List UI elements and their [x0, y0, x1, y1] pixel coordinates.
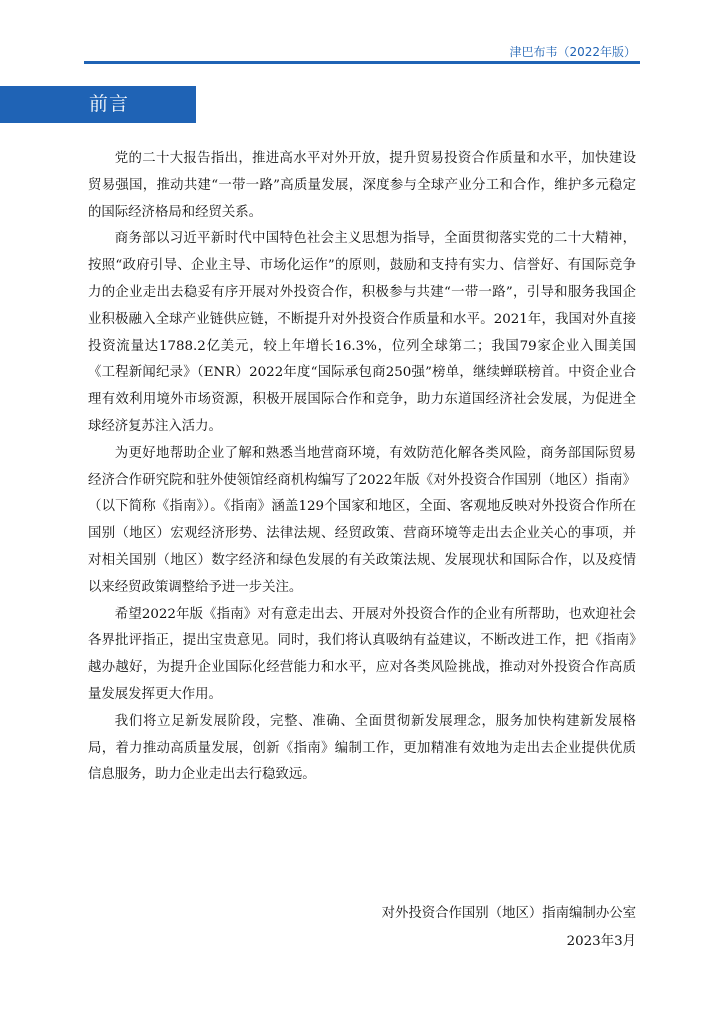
signature-office: 对外投资合作国别（地区）指南编制办公室 [381, 906, 636, 921]
running-header-title: 津巴布韦（2022年版） [509, 45, 636, 59]
section-title: 前言 [89, 93, 130, 115]
paragraph-3: 为更好地帮助企业了解和熟悉当地营商环境，有效防范化解各类风险，商务部国际贸易经济合作研究院和驻外使领馆经商机构编写了2022年版《对外投资合作国别（地区）指南》（以下简称《指南》）。《指南》涵盖129个国家和地区，全面、客观地反映对外投资合作所在国别（地区）宏观经济形势、法律法规、经贸政策、营商环境等走出去企业关心的事项，并对相关国别（地区）数字经济和绿色发展的有关政策法规、发展现状和国际合作，以及疫情以来经贸政策调整给予进一步关注。 [88, 445, 636, 595]
paragraph-2: 商务部以习近平新时代中国特色社会主义思想为指导，全面贯彻落实党的二十大精神，按照“政府引导、企业主导、市场化运作”的原则，鼓励和支持有实力、信誉好、有国际竞争力的企业走出去稳妥有序开展对外投资合作，积极参与共建“一带一路”，引导和服务我国企业积极融入全球产业链供应链，不断提升对外投资合作质量和水平。2021年，我国对外直接投资流量达1788.2亿美元，较上年增长16.3%，位列全球第二；我国79家企业入围美国《工程新闻纪录》（ENR）2022年度“国际承包商250强”榜单，继续蝉联榜首。中资企业合理有效利用境外市场资源，积极开展国际合作和竞争，助力东道国经济社会发展，为促进全球经济复苏注入活力。 [88, 231, 636, 434]
section-banner [0, 86, 196, 123]
paragraph-5: 我们将立足新发展阶段，完整、准确、全面贯彻新发展理念，服务加快构建新发展格局，着力推动高质量发展，创新《指南》编制工作，更加精准有效地为走出去企业提供优质信息服务，助力企业走出去行稳致远。 [88, 713, 636, 783]
paragraph-1: 党的二十大报告指出，推进高水平对外开放，提升贸易投资合作质量和水平，加快建设贸易强国，推动共建“一带一路”高质量发展，深度参与全球产业分工和合作，维护多元稳定的国际经济格局和经贸关系。 [88, 151, 636, 220]
signature-block [382, 900, 636, 956]
preface-body [88, 146, 636, 789]
header-divider [84, 61, 640, 64]
signature-date: 2023年3月 [566, 934, 636, 949]
paragraph-4: 希望2022年版《指南》对有意走出去、开展对外投资合作的企业有所帮助，也欢迎社会各界批评指正，提出宝贵意见。同时，我们将认真吸纳有益建议，不断改进工作，把《指南》越办越好，为提升企业国际化经营能力和水平，应对各类风险挑战，推动对外投资合作高质量发展发挥更大作用。 [88, 606, 636, 702]
